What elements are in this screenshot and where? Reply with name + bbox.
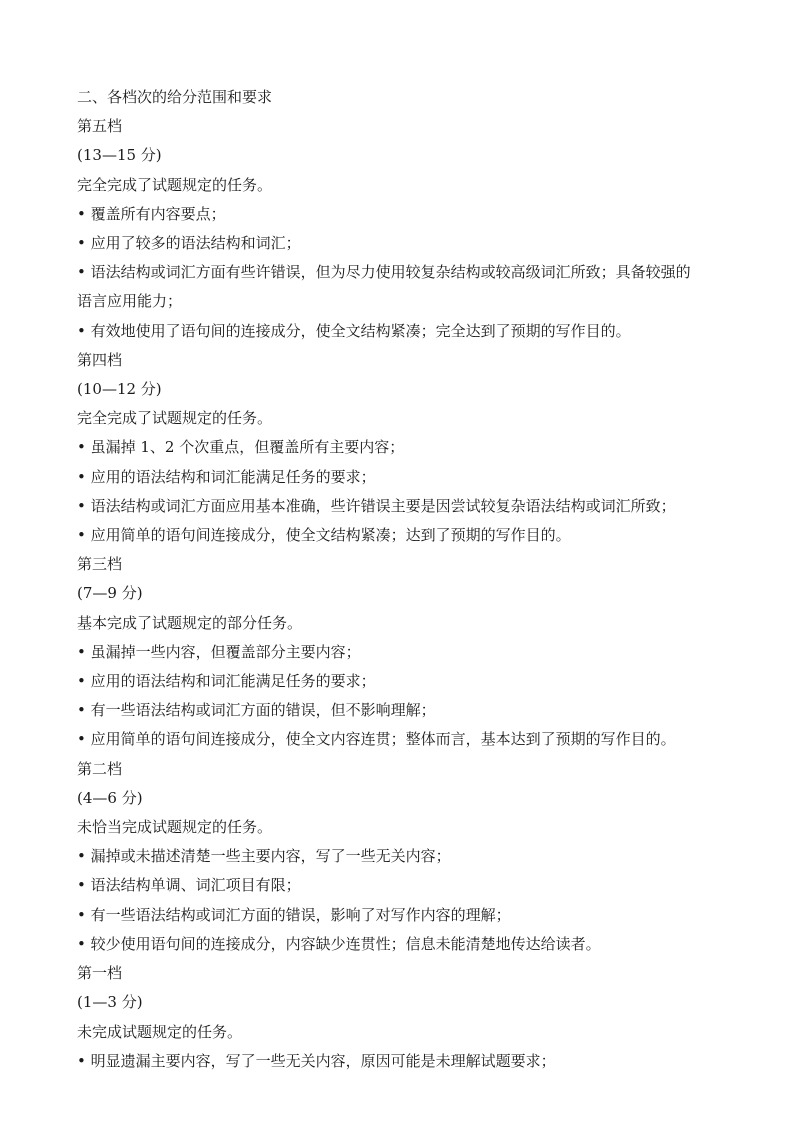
tier-5-bullet-3: • 语法结构或词汇方面有些许错误，但为尽力使用较复杂结构或较高级词汇所致；具备较强的 — [77, 263, 691, 282]
tier-1-summary: 未完成试题规定的任务。 — [77, 1022, 243, 1041]
tier-1-bullet-1: • 明显遗漏主要内容，写了一些无关内容，原因可能是未理解试题要求； — [77, 1051, 556, 1070]
tier-1-range: (1—3 分) — [77, 993, 143, 1012]
tier-3-range: (7—9 分) — [77, 584, 143, 603]
tier-2-range: (4—6 分) — [77, 788, 143, 807]
tier-2-bullet-1: • 漏掉或未描述清楚一些主要内容，写了一些无关内容； — [77, 847, 451, 866]
tier-5-bullet-1: • 覆盖所有内容要点； — [77, 204, 226, 223]
tier-4-bullet-1: • 虽漏掉 1、2 个次重点，但覆盖所有主要内容； — [77, 438, 405, 457]
tier-5-bullet-2: • 应用了较多的语法结构和词汇； — [77, 234, 301, 253]
tier-5-name: 第五档 — [77, 117, 123, 136]
tier-5-bullet-3-continued: 语言应用能力； — [77, 292, 183, 311]
tier-2-bullet-2: • 语法结构单调、词汇项目有限； — [77, 876, 301, 895]
tier-3-bullet-2: • 应用的语法结构和词汇能满足任务的要求； — [77, 672, 376, 691]
tier-4-bullet-4: • 应用简单的语句间连接成分，使全文结构紧凑；达到了预期的写作目的。 — [77, 526, 571, 545]
section-heading: 二、各档次的给分范围和要求 — [77, 88, 273, 106]
tier-5-summary: 完全完成了试题规定的任务。 — [77, 175, 273, 194]
tier-2-summary: 未恰当完成试题规定的任务。 — [77, 818, 273, 837]
tier-3-bullet-4: • 应用简单的语句间连接成分，使全文内容连贯；整体而言，基本达到了预期的写作目的。 — [77, 730, 676, 749]
tier-5-bullet-4: • 有效地使用了语句间的连接成分，使全文结构紧凑；完全达到了预期的写作目的。 — [77, 321, 631, 340]
tier-3-bullet-1: • 虽漏掉一些内容，但覆盖部分主要内容； — [77, 642, 361, 661]
document-page — [77, 83, 737, 1076]
tier-4-bullet-3: • 语法结构或词汇方面应用基本准确，些许错误主要是因尝试较复杂语法结构或词汇所致； — [77, 496, 676, 515]
tier-2-bullet-3: • 有一些语法结构或词汇方面的错误，影响了对写作内容的理解； — [77, 905, 511, 924]
tier-2-bullet-4: • 较少使用语句间的连接成分，内容缺少连贯性；信息未能清楚地传达给读者。 — [77, 934, 601, 953]
tier-4-range: (10—12 分) — [77, 380, 162, 399]
tier-3-bullet-3: • 有一些语法结构或词汇方面的错误，但不影响理解； — [77, 701, 436, 720]
tier-2-name: 第二档 — [77, 759, 123, 778]
tier-4-summary: 完全完成了试题规定的任务。 — [77, 409, 273, 428]
tier-1-name: 第一档 — [77, 964, 123, 983]
tier-3-summary: 基本完成了试题规定的部分任务。 — [77, 613, 303, 632]
tier-4-name: 第四档 — [77, 350, 123, 369]
tier-4-bullet-2: • 应用的语法结构和词汇能满足任务的要求； — [77, 467, 376, 486]
tier-3-name: 第三档 — [77, 555, 123, 574]
tier-5-range: (13—15 分) — [77, 146, 162, 165]
